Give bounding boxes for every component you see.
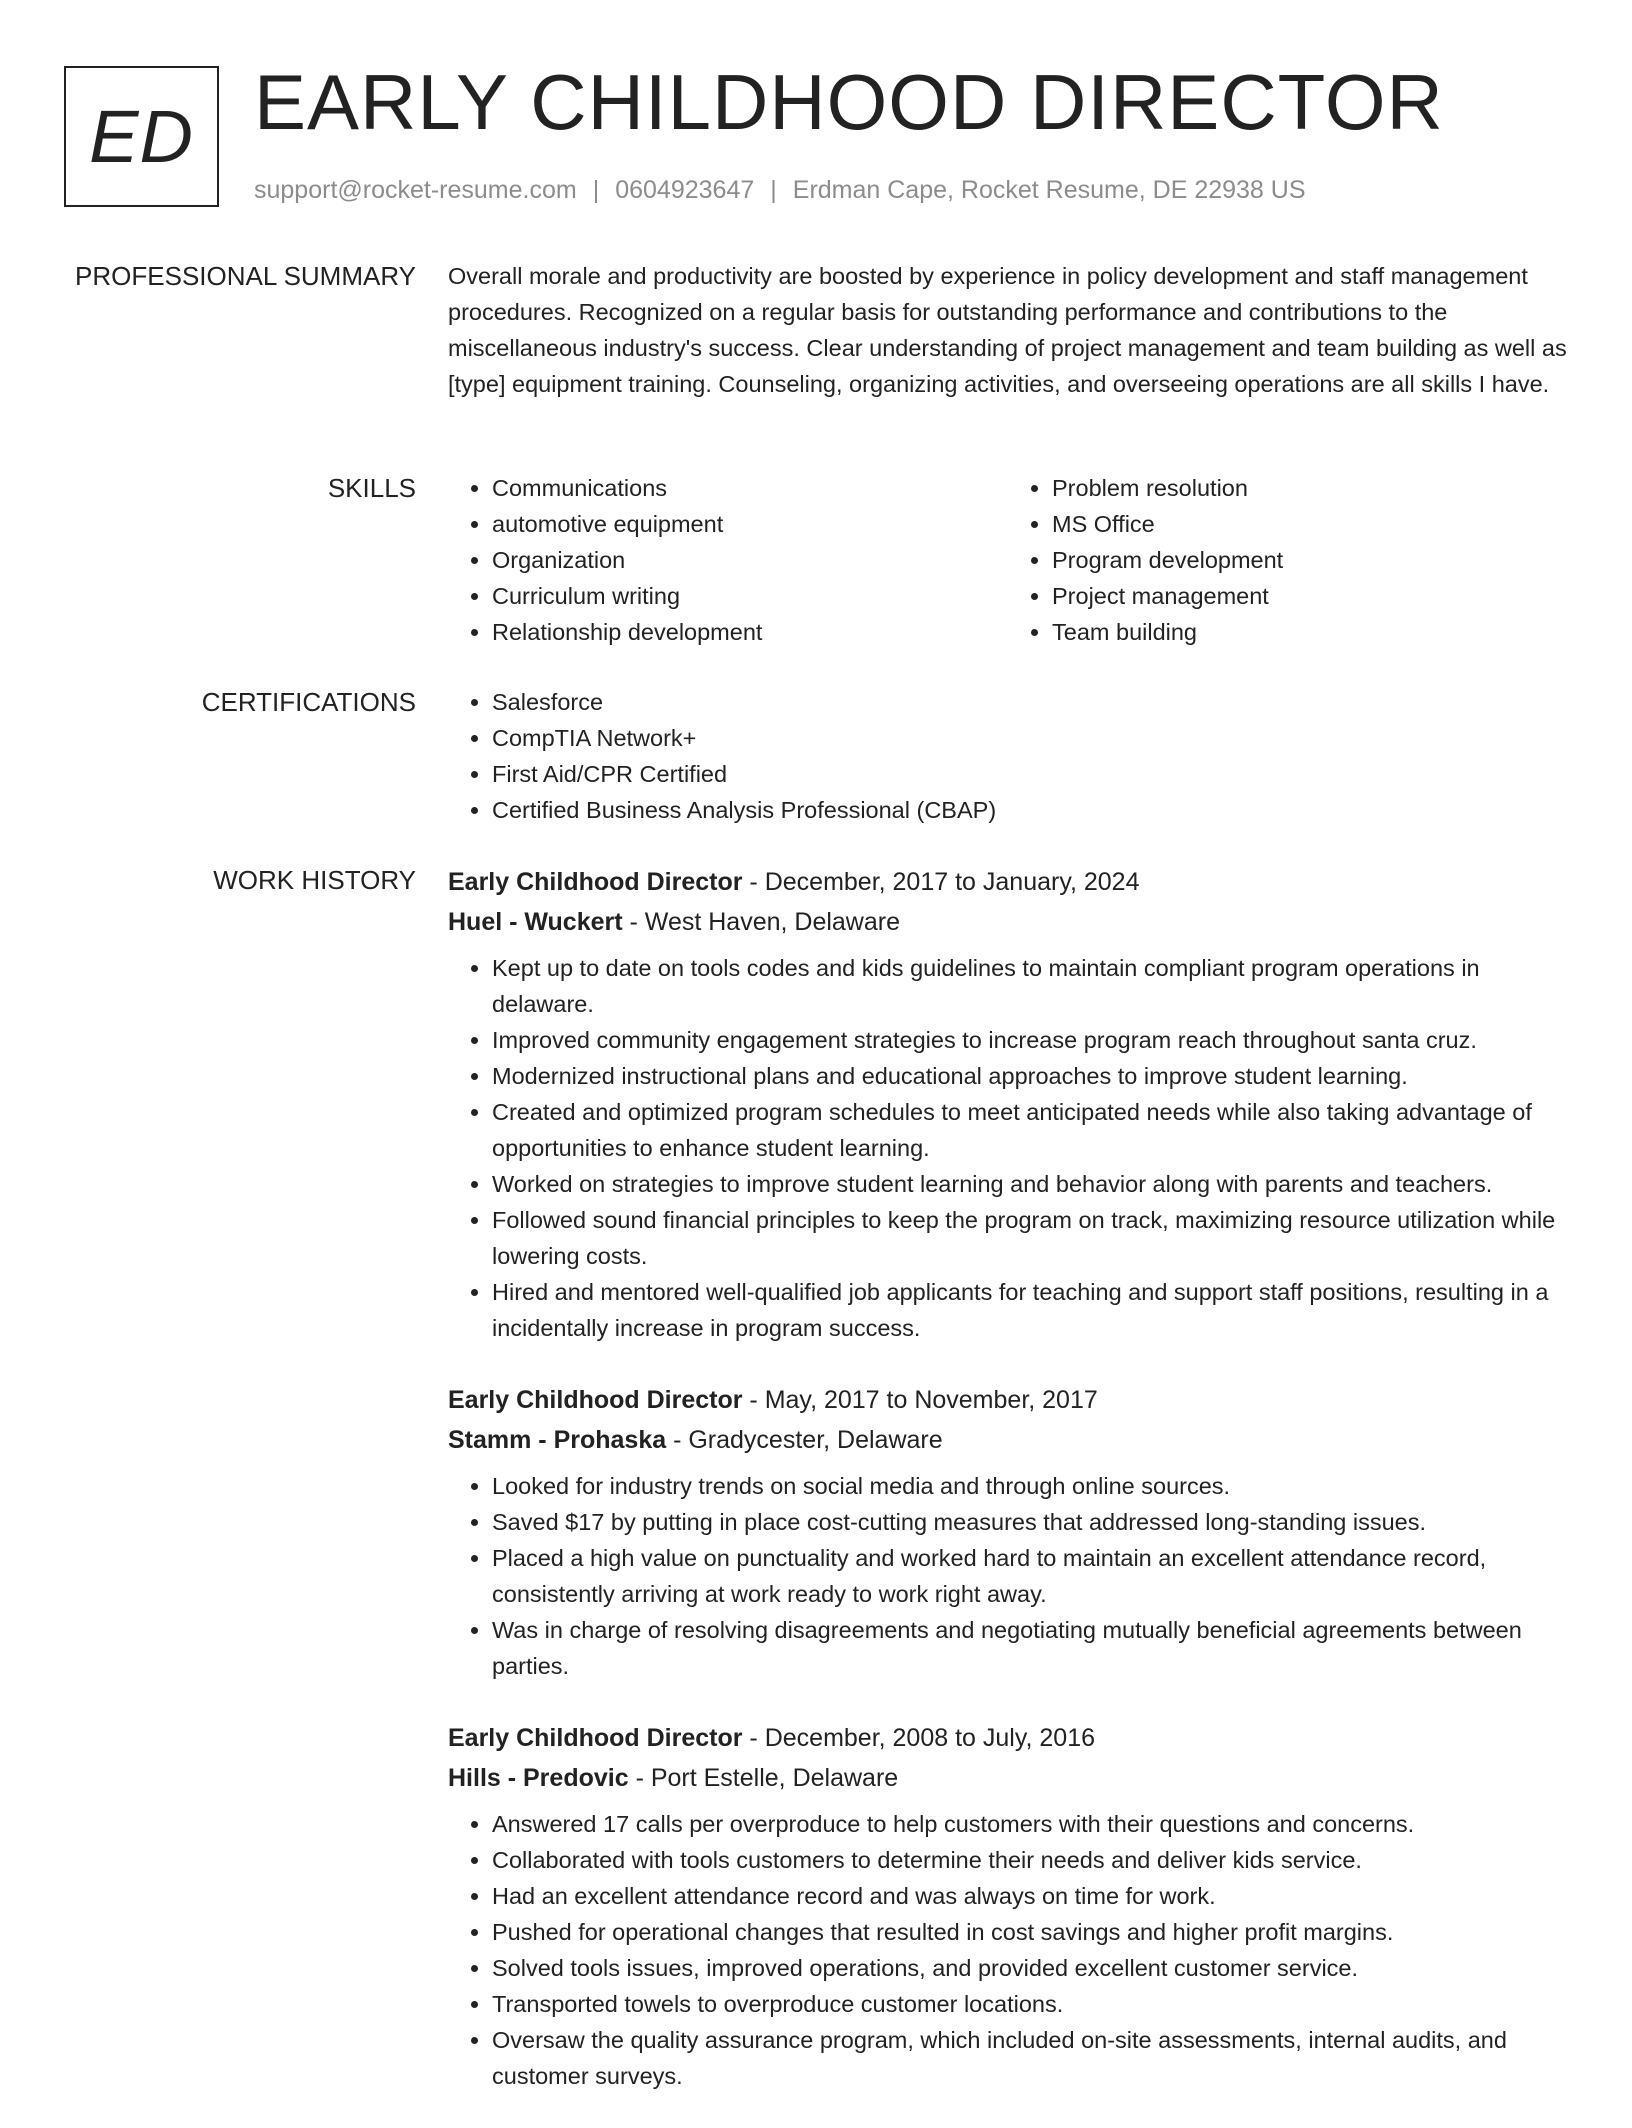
job-dates: - December, 2008 to July, 2016 [742,1724,1095,1752]
skill-item: • Team building [1052,614,1568,650]
job-bullet: • Hired and mentored well-qualified job applicants for teaching and support staff positions, resulting in a incidentally increase in program success. [492,1274,1568,1346]
job-bullet: • Followed sound financial principles to keep the program on track, maximizing resource utilization while lowering costs. [492,1202,1568,1274]
certifications-body [448,684,1568,828]
job-bullet: • Kept up to date on tools codes and kids guidelines to maintain compliant program operations in delaware. [492,950,1568,1022]
job-company-line [448,1758,1568,1798]
job-bullet: • Placed a high value on punctuality and worked hard to maintain an excellent attendance record, consistently arriving at work ready to work right away. [492,1540,1568,1612]
job-company-line [448,902,1568,942]
skills-heading: SKILLS [327,473,416,503]
job-bullet: • Had an excellent attendance record and was always on time for work. [492,1878,1568,1914]
summary-heading: PROFESSIONAL SUMMARY [75,261,416,291]
job-bullet: • Was in charge of resolving disagreements and negotiating mutually beneficial agreements between parties. [492,1612,1568,1684]
initials-monogram: ED [64,66,219,207]
job-location: - Gradycester, Delaware [666,1426,943,1454]
job-entry [448,1718,1568,2094]
job-bullet: • Saved $17 by putting in place cost-cutting measures that addressed long-standing issues. [492,1504,1568,1540]
skill-item: • Problem resolution [1052,470,1568,506]
job-location: - Port Estelle, Delaware [628,1764,899,1792]
job-title: Early Childhood Director [448,1386,743,1414]
job-dates: - December, 2017 to January, 2024 [742,868,1140,896]
contact-separator: | [592,176,600,204]
job-title-line [448,862,1568,902]
certification-item: • Certified Business Analysis Professional (CBAP) [492,792,1568,828]
job-bullet: • Answered 17 calls per overproduce to help customers with their questions and concerns. [492,1806,1568,1842]
job-bullet: • Solved tools issues, improved operations, and provided excellent customer service. [492,1950,1568,1986]
job-company: Huel - Wuckert [448,908,623,936]
job-title-line [448,1380,1568,1420]
job-bullet: • Looked for industry trends on social media and through online sources. [492,1468,1568,1504]
summary-text: Overall morale and productivity are boosted by experience in policy development and staff management procedures. Recognized on a regular basis for outstanding performance and contributions to the miscellaneous industry's success. Clear understanding of project management and team building as well as [type] equipment training. Counseling, organizing activities, and overseeing operations are all skills I have. [448,263,1567,397]
skill-item: • MS Office [1052,506,1568,542]
certifications-heading: CERTIFICATIONS [201,687,416,717]
certifications-list [448,684,1568,828]
candidate-name: EARLY CHILDHOOD DIRECTOR [254,58,1444,146]
job-bullet: • Collaborated with tools customers to determine their needs and deliver kids service. [492,1842,1568,1878]
certification-item: • Salesforce [492,684,1568,720]
job-company: Hills - Predovic [448,1764,629,1792]
work-history-body [448,862,1568,2128]
job-bullet: • Transported towels to overproduce customer locations. [492,1986,1568,2022]
job-title: Early Childhood Director [448,868,743,896]
job-company-line [448,1420,1568,1460]
skill-item: • Communications [492,470,1008,506]
skill-item: • Curriculum writing [492,578,1008,614]
skill-item: • automotive equipment [492,506,1008,542]
skills-list-left [448,470,1008,650]
job-location: - West Haven, Delaware [622,908,900,936]
job-bullet: • Created and optimized program schedules to meet anticipated needs while also taking advantage of opportunities to enhance student learning. [492,1094,1568,1166]
skill-item: • Relationship development [492,614,1008,650]
job-entry [448,862,1568,1346]
certification-item: • First Aid/CPR Certified [492,756,1568,792]
address-text: Erdman Cape, Rocket Resume, DE 22938 US [792,176,1306,204]
job-bullets [448,950,1568,1346]
job-dates: - May, 2017 to November, 2017 [742,1386,1098,1414]
skill-item: • Project management [1052,578,1568,614]
job-bullets [448,1468,1568,1684]
work-history-heading: WORK HISTORY [213,865,416,895]
certification-item: • CompTIA Network+ [492,720,1568,756]
skill-item: • Organization [492,542,1008,578]
job-title: Early Childhood Director [448,1724,743,1752]
job-bullet: • Oversaw the quality assurance program, which included on-site assessments, internal audits, and customer surveys. [492,2022,1568,2094]
job-bullets [448,1806,1568,2094]
phone-text: 0604923647 [615,176,755,204]
job-bullet: • Improved community engagement strategies to increase program reach throughout santa cruz. [492,1022,1568,1058]
job-bullet: • Worked on strategies to improve student learning and behavior along with parents and teachers. [492,1166,1568,1202]
summary-body [448,258,1568,402]
skills-list-right [1008,470,1568,650]
job-title-line [448,1718,1568,1758]
job-bullet: • Pushed for operational changes that resulted in cost savings and higher profit margins. [492,1914,1568,1950]
job-bullet: • Modernized instructional plans and educational approaches to improve student learning. [492,1058,1568,1094]
skills-body [448,470,1568,650]
email-text: support@rocket-resume.com [254,176,577,204]
contact-separator: | [770,176,777,204]
job-company: Stamm - Prohaska [448,1426,667,1454]
contact-info [254,174,1306,206]
job-entry [448,1380,1568,1684]
skill-item: • Program development [1052,542,1568,578]
